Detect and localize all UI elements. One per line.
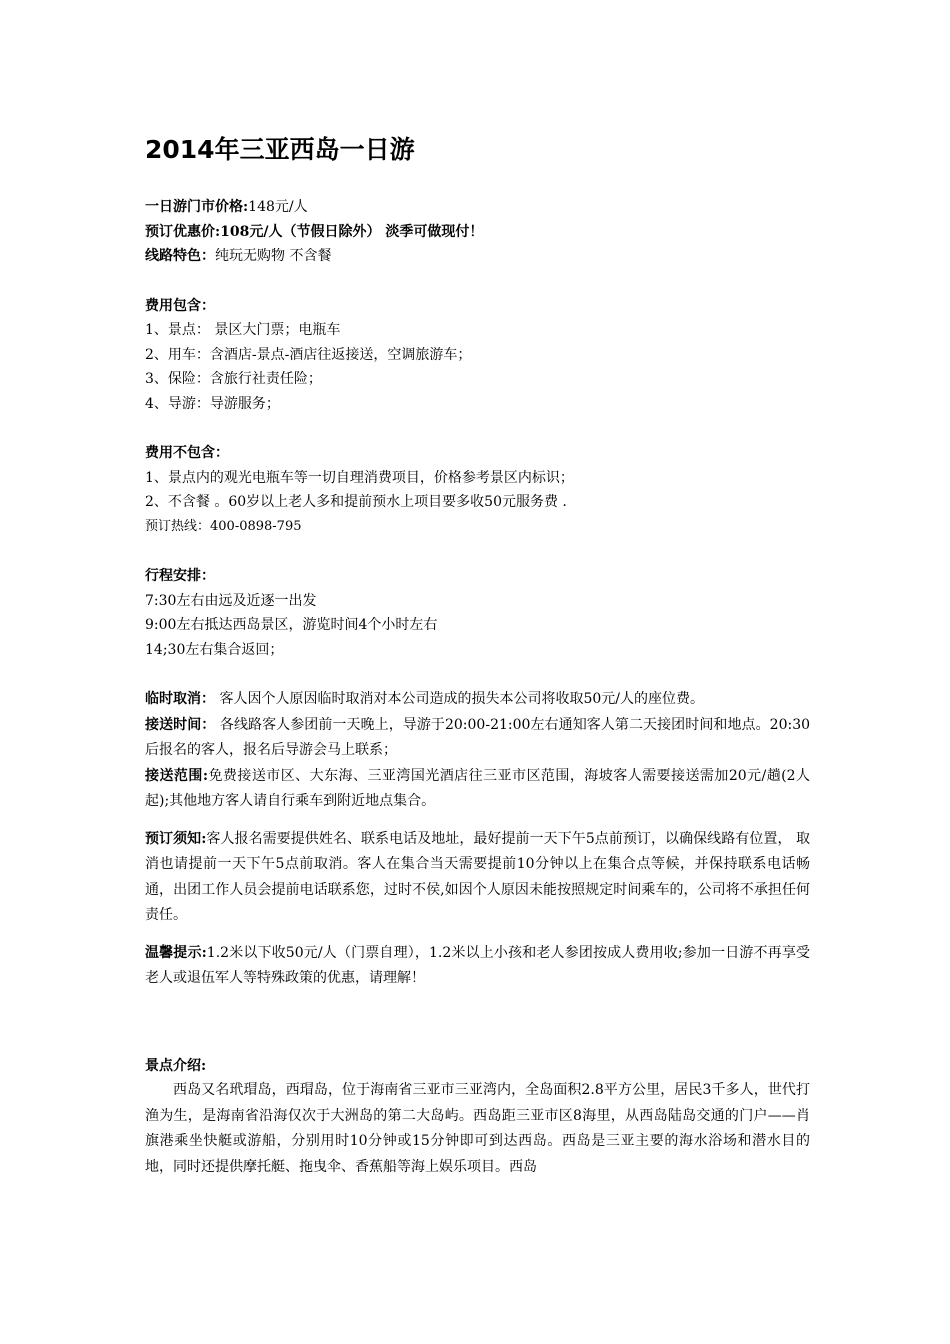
market-price-line xyxy=(145,195,810,220)
included-item: 4、导游：导游服务； xyxy=(145,395,280,412)
pickup-time xyxy=(145,713,810,764)
included-item: 3、保险：含旅行社责任险； xyxy=(145,371,322,387)
discount-price-line: 预订优惠价:108元/人（节假日除外） 淡季可做现付！ xyxy=(145,223,484,240)
excluded-item: 2、不含餐 。60岁以上老人多和提前预水上项目要多收50元服务费 . xyxy=(145,494,567,510)
booking-label: 预订须知: xyxy=(145,830,207,847)
pickup-range xyxy=(145,764,810,815)
market-price-value: 148元/人 xyxy=(248,199,308,215)
feature-label: 线路特色： xyxy=(145,248,215,264)
feature-line xyxy=(145,244,810,269)
pickup-range-text: 免费接送市区、大东海、三亚湾国光酒店往三亚市区范围，海坡客人需要接送需加20元/趟(2人起);其他地方客人请自行乘车到附近地点集合。 xyxy=(145,767,811,809)
schedule-item: 9:00左右抵达西岛景区，游览时间4个小时左右 xyxy=(145,617,438,633)
included-item: 1、景点： 景区大门票；电瓶车 xyxy=(145,322,341,338)
document-content xyxy=(145,130,810,1180)
hotline: 预订热线：400-0898-795 xyxy=(145,518,302,534)
page-title: 2014年三亚西岛一日游 xyxy=(145,135,415,164)
booking-text: 客人报名需要提供姓名、联系电话及地址，最好提前一天下午5点前预订，以确保线路有位置， 取消也请提前一天下午5点前取消。客人在集合当天需要提前10分钟以上在集合点等候，并保持联系电话畅通，出团工作人员会提前电话联系您，过时不侯,如因个人原因未能按照规定时间乘车的，公司将不承担任何责任。 xyxy=(145,830,810,923)
cancel-policy xyxy=(145,687,810,713)
schedule-item: 14;30左右集合返回； xyxy=(145,641,284,658)
pickup-range-label: 接送范围: xyxy=(145,767,208,784)
included-item: 2、用车：含酒店-景点-酒店往返接送，空调旅游车； xyxy=(145,346,472,363)
cancel-text: 客人因个人原因临时取消对本公司造成的损失本公司将收取50元/人的座位费。 xyxy=(215,691,704,707)
pickup-time-label: 接送时间： xyxy=(145,716,216,733)
schedule-heading: 行程安排： xyxy=(145,568,215,584)
included-heading: 费用包含： xyxy=(145,297,215,314)
intro-heading: 景点介绍: xyxy=(145,1057,207,1074)
excluded-heading: 费用不包含： xyxy=(145,445,229,461)
tips-text: 1.2米以下收50元/人（门票自理），1.2米以上小孩和老人参团按成人费用收;参加一日游不再享受老人或退伍军人等特殊政策的优惠，请理解！ xyxy=(145,944,810,986)
schedule-item: 7:30左右由远及近逐一出发 xyxy=(145,592,317,609)
feature-value: 纯玩无购物 不含餐 xyxy=(215,248,332,264)
market-price-label: 一日游门市价格: xyxy=(145,199,249,215)
cancel-label: 临时取消： xyxy=(145,691,215,707)
excluded-item: 1、景点内的观光电瓶车等一切自理消费项目，价格参考景区内标识； xyxy=(145,469,574,486)
pickup-time-text: 各线路客人参团前一天晚上，导游于20:00-21:00左右通知客人第二天接团时间和地点。20:30后报名的客人，报名后导游会马上联系； xyxy=(145,716,811,758)
booking-notes xyxy=(145,827,810,929)
tips-label: 温馨提示: xyxy=(145,944,207,961)
intro-text: 西岛又名玳瑁岛，西瑁岛，位于海南省三亚市三亚湾内，全岛面积2.8平方公里，居民3千多人，世代打渔为生，是海南省沿海仅次于大洲岛的第二大岛屿。西岛距三亚市区8海里，从西岛陆岛交通的门户——肖旗港乘坐快艇或游船，分别用时10分钟或15分钟即可到达西岛。西岛是三亚主要的海水浴场和潜水目的地，同时还提供摩托艇、拖曳伞、香蕉船等海上娱乐项目。西岛 xyxy=(145,1082,810,1175)
warm-tips xyxy=(145,941,810,992)
